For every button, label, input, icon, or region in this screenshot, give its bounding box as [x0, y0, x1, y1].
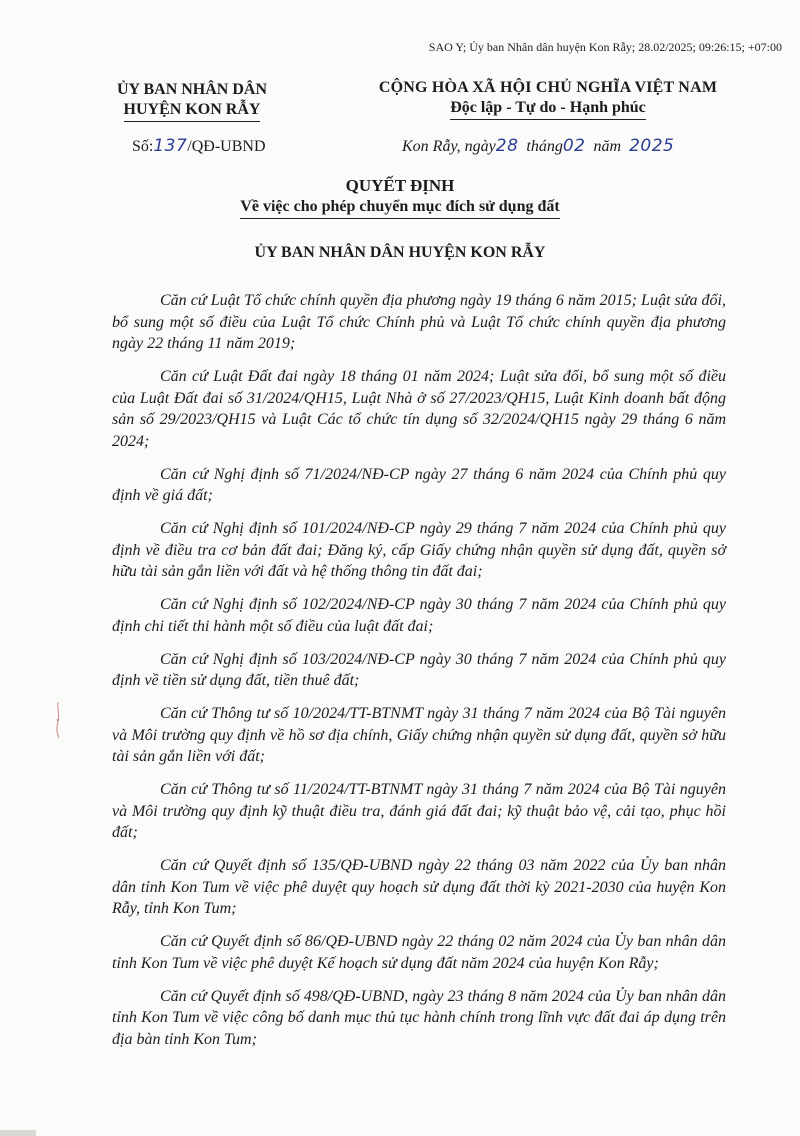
legal-basis-paragraph: Căn cứ Quyết định số 498/QĐ-UBND, ngày 23 tháng 8 năm 2024 của Ủy ban nhân dân tỉnh Kon Tum về việc công bố danh mục thủ tục hành chính trong lĩnh vực đất đai áp dụng trên địa bàn tỉnh Kon Tum;: [112, 987, 726, 1048]
legal-basis-paragraph: Căn cứ Nghị định số 102/2024/NĐ-CP ngày 30 tháng 7 năm 2024 của Chính phủ quy định chi tiết thi hành một số điều của luật đất đai;: [112, 596, 726, 635]
legal-basis-paragraph: Căn cứ Quyết định số 86/QĐ-UBND ngày 22 tháng 02 năm 2024 của Ủy ban nhân dân tỉnh Kon Tum về việc phê duyệt Kế hoạch sử dụng đất năm 2024 của huyện Kon Rẫy;: [112, 933, 726, 972]
legal-basis-paragraph: Căn cứ Nghị định số 101/2024/NĐ-CP ngày 29 tháng 7 năm 2024 của Chính phủ quy định về điều tra cơ bản đất đai; Đăng ký, cấp Giấy chứng nhận quyền sử dụng đất, quyền sở hữu tài sản gắn liền với đất và hệ thống thông tin đất đai;: [112, 520, 726, 580]
legal-basis-paragraph: Căn cứ Thông tư số 10/2024/TT-BTNMT ngày 31 tháng 7 năm 2024 của Bộ Tài nguyên và Môi trường quy định về hồ sơ địa chính, Giấy chứng nhận quyền sử dụng đất, quyền sở hữu tài sản gắn liền với đất;: [112, 705, 726, 765]
national-header: [332, 78, 764, 120]
document-number: [132, 136, 266, 156]
legal-bases: [112, 290, 726, 1062]
date-month-label: tháng: [526, 138, 563, 155]
date-month: 02: [562, 136, 586, 156]
legal-basis-paragraph: Căn cứ Luật Tổ chức chính quyền địa phương ngày 19 tháng 6 năm 2015; Luật sửa đổi, bổ sung một số điều của Luật Tổ chức Chính phủ và Luật Tổ chức chính quyền địa phương ngày 22 tháng 11 năm 2019;: [112, 292, 726, 352]
date-place: Kon Rẫy, ngày: [402, 138, 496, 155]
issuing-authority: [112, 80, 272, 122]
legal-basis-paragraph: Căn cứ Thông tư số 11/2024/TT-BTNMT ngày 31 tháng 7 năm 2024 của Bộ Tài nguyên và Môi trường quy định kỹ thuật điều tra, đánh giá đất đai; kỹ thuật bảo vệ, cải tạo, phục hồi đất;: [112, 781, 726, 841]
national-motto: Độc lập - Tự do - Hạnh phúc: [450, 98, 646, 120]
deciding-authority: ỦY BAN NHÂN DÂN HUYỆN KON RẪY: [254, 244, 546, 261]
scan-edge-mark: [0, 1130, 36, 1136]
digital-copy-stamp: SAO Y; Ủy ban Nhân dân huyện Kon Rẫy; 28.02/2025; 09:26:15; +07:00: [428, 40, 782, 54]
margin-ink-mark: [52, 700, 64, 740]
date-year-label: năm: [593, 138, 622, 155]
document-subject-wrap: [0, 198, 800, 219]
document-type: QUYẾT ĐỊNH: [345, 176, 455, 195]
nation-name: CỘNG HÒA XÃ HỘI CHỦ NGHĨA VIỆT NAM: [378, 79, 718, 96]
doc-number-prefix: Số:: [132, 138, 154, 155]
issue-date: [402, 136, 674, 156]
doc-number-suffix: /QĐ-UBND: [187, 138, 266, 155]
legal-basis-paragraph: Căn cứ Nghị định số 103/2024/NĐ-CP ngày 30 tháng 7 năm 2024 của Chính phủ quy định về tiền sử dụng đất, tiền thuê đất;: [112, 650, 726, 689]
legal-basis-paragraph: Căn cứ Quyết định số 135/QĐ-UBND ngày 22 tháng 03 năm 2022 của Ủy ban nhân dân tỉnh Kon Tum về việc phê duyệt quy hoạch sử dụng đất thời kỳ 2021-2030 của huyện Kon Rẫy, tỉnh Kon Tum;: [112, 857, 726, 917]
document-subject: Về việc cho phép chuyển mục đích sử dụng đất: [240, 198, 559, 219]
legal-basis-paragraph: Căn cứ Luật Đất đai ngày 18 tháng 01 năm 2024; Luật sửa đổi, bổ sung một số điều của Luật Đất đai số 31/2024/QH15, Luật Nhà ở số 27/2023/QH15, Luật Kinh doanh bất động sản số 29/2023/QH15 và Luật Các tổ chức tín dụng số 32/2024/QH15 ngày 29 tháng 6 năm 2024;: [112, 368, 726, 450]
authority-line-2: HUYỆN KON RẪY: [124, 100, 261, 122]
doc-number-handwritten: 137: [153, 136, 188, 156]
date-year: 2025: [629, 136, 675, 156]
date-day: 28: [495, 136, 519, 156]
legal-basis-paragraph: Căn cứ Nghị định số 71/2024/NĐ-CP ngày 27 tháng 6 năm 2024 của Chính phủ quy định về giá đất;: [112, 465, 726, 504]
authority-line-1: ỦY BAN NHÂN DÂN: [116, 81, 268, 98]
